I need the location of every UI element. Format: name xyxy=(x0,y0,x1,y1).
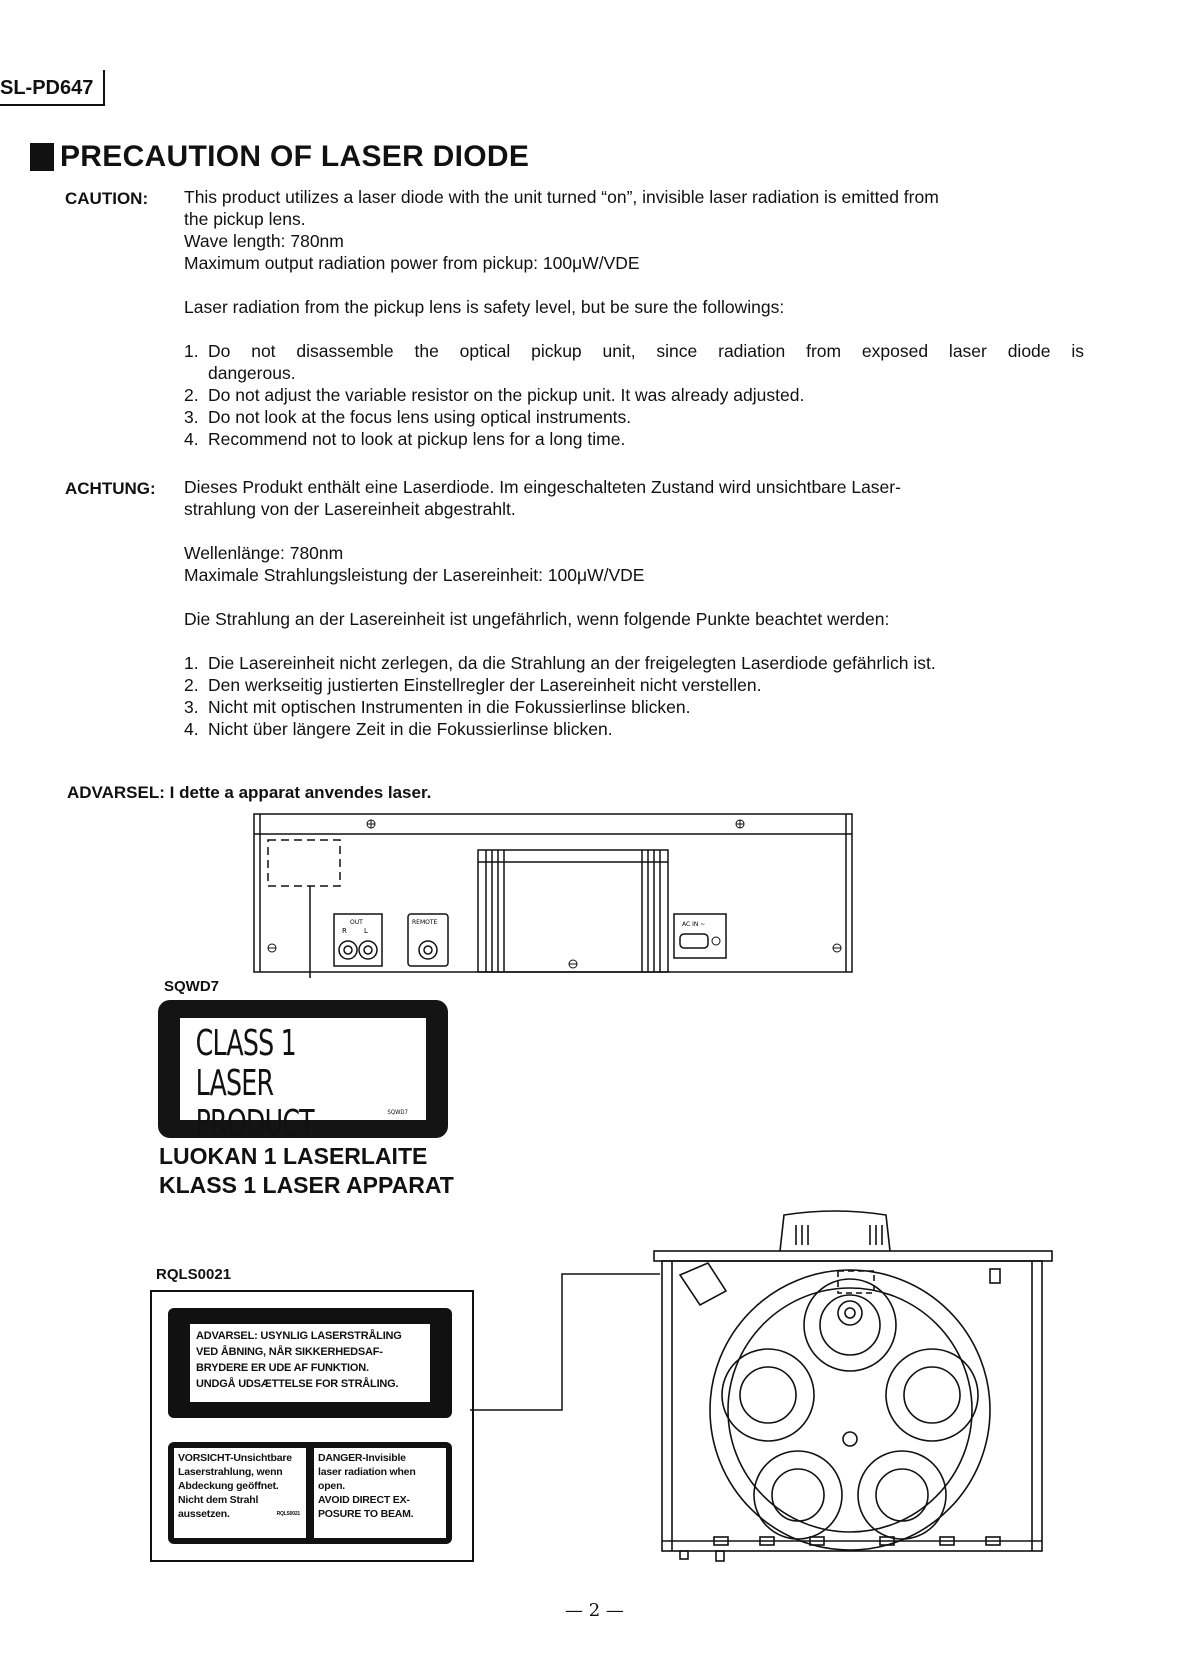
danish-line: UNDGÅ UDSÆTTELSE FOR STRÅLING. xyxy=(196,1378,399,1390)
german-line: Nicht dem Strahl xyxy=(178,1494,259,1506)
english-line: DANGER-Invisible xyxy=(318,1452,406,1464)
achtung-line1: Dieses Produkt enthält eine Laserdiode. Im eingeschalteten Zustand wird unsichtbare Laser- xyxy=(184,477,901,497)
rqls-lower-panel xyxy=(168,1442,452,1544)
list-item: 2. Do not adjust the variable resistor on the pickup unit. It was already adjusted. xyxy=(184,385,805,405)
list-item: 2. Den werkseitig justierten Einstellregler der Lasereinheit nicht verstellen. xyxy=(184,675,762,695)
class-small-code: SQWD7 xyxy=(387,1109,408,1116)
model-number: SL-PD647 xyxy=(0,70,105,106)
achtung-line2: strahlung von der Lasereinheit abgestrahlt. xyxy=(184,499,516,519)
class-line1: CLASS 1 xyxy=(195,1023,296,1064)
german-line: aussetzen. xyxy=(178,1508,230,1520)
english-line: laser radiation when xyxy=(318,1466,416,1478)
achtung-list xyxy=(184,652,1084,740)
achtung-label: ACHTUNG: xyxy=(65,479,156,498)
class-label-code: SQWD7 xyxy=(164,978,220,995)
german-line: VORSICHT-Unsichtbare xyxy=(178,1452,292,1464)
list-item: 3. Do not look at the focus lens using optical instruments. xyxy=(184,407,632,427)
finnish-text: LUOKAN 1 LASERLAITE xyxy=(159,1143,428,1169)
class-1-label xyxy=(158,1000,448,1144)
rqls-code: RQLS0021 xyxy=(156,1266,232,1283)
page-number: — 2 — xyxy=(565,1600,624,1621)
achtung-body xyxy=(184,476,1084,740)
german-line: Laserstrahlung, wenn xyxy=(178,1466,283,1478)
list-item: 4. Recommend not to look at pickup lens for a long time. xyxy=(184,429,626,449)
bullet-square-icon xyxy=(30,143,54,171)
english-line: open. xyxy=(318,1480,345,1492)
class-line2: LASER PRODUCT xyxy=(195,1063,314,1144)
caution-list xyxy=(184,340,1084,450)
mechanism-top-view-diagram xyxy=(650,1205,1060,1565)
out-label: OUT xyxy=(350,919,363,926)
list-item: 3. Nicht mit optischen Instrumenten in die Fokussierlinse blicken. xyxy=(184,697,691,717)
rqls-danish-panel xyxy=(168,1308,452,1418)
danish-line: ADVARSEL: USYNLIG LASERSTRÅLING xyxy=(196,1330,402,1342)
section-title xyxy=(30,140,529,174)
rear-panel-diagram xyxy=(250,808,860,978)
english-line: AVOID DIRECT EX- xyxy=(318,1494,410,1506)
list-item: 4. Nicht über längere Zeit in die Fokussierlinse blicken. xyxy=(184,719,613,739)
rqls-label xyxy=(150,1290,474,1562)
danish-line: VED ÅBNING, NÅR SIKKERHEDSAF- xyxy=(196,1346,383,1358)
r-label: R xyxy=(342,927,347,935)
english-line: POSURE TO BEAM. xyxy=(318,1508,414,1520)
section-title-text: PRECAUTION OF LASER DIODE xyxy=(60,140,530,173)
advarsel-text: ADVARSEL: I dette a apparat anvendes laser. xyxy=(67,783,432,802)
leader-line xyxy=(470,1270,670,1420)
caution-label: CAUTION: xyxy=(65,189,149,208)
danish-line: BRYDERE ER UDE AF FUNKTION. xyxy=(196,1362,369,1374)
german-code: RQLS0021 xyxy=(276,1511,300,1517)
rqls-english-cell xyxy=(314,1448,446,1538)
class-1-label-face xyxy=(180,1018,426,1144)
caution-power: Maximum output radiation power from pickup: 100μW/VDE xyxy=(184,253,640,273)
caution-line1: This product utilizes a laser diode with the unit turned “on”, invisible laser radiation is emitted from xyxy=(184,187,939,207)
list-item: dangerous. xyxy=(208,363,296,383)
list-item: 1. Do not disassemble the optical pickup unit, since radiation from exposed laser diode is xyxy=(184,341,1084,361)
remote-label: REMOTE xyxy=(412,919,438,926)
caution-body xyxy=(184,186,1084,450)
german-line: Abdeckung geöffnet. xyxy=(178,1480,279,1492)
caution-wave: Wave length: 780nm xyxy=(184,231,344,251)
caution-line2: the pickup lens. xyxy=(184,209,306,229)
achtung-intro: Die Strahlung an der Lasereinheit ist ungefährlich, wenn folgende Punkte beachtet werden: xyxy=(184,609,890,629)
ac-in-label: AC IN ~ xyxy=(682,921,706,928)
caution-intro: Laser radiation from the pickup lens is safety level, but be sure the followings: xyxy=(184,297,785,317)
list-item: 1. Die Lasereinheit nicht zerlegen, da die Strahlung an der freigelegten Laserdiode gefährlich ist. xyxy=(184,653,936,673)
l-label: L xyxy=(364,927,368,935)
achtung-power: Maximale Strahlungsleistung der Lasereinheit: 100μW/VDE xyxy=(184,565,645,585)
rqls-german-cell xyxy=(174,1448,306,1538)
achtung-wave: Wellenlänge: 780nm xyxy=(184,543,344,563)
swedish-text: KLASS 1 LASER APPARAT xyxy=(159,1172,454,1198)
